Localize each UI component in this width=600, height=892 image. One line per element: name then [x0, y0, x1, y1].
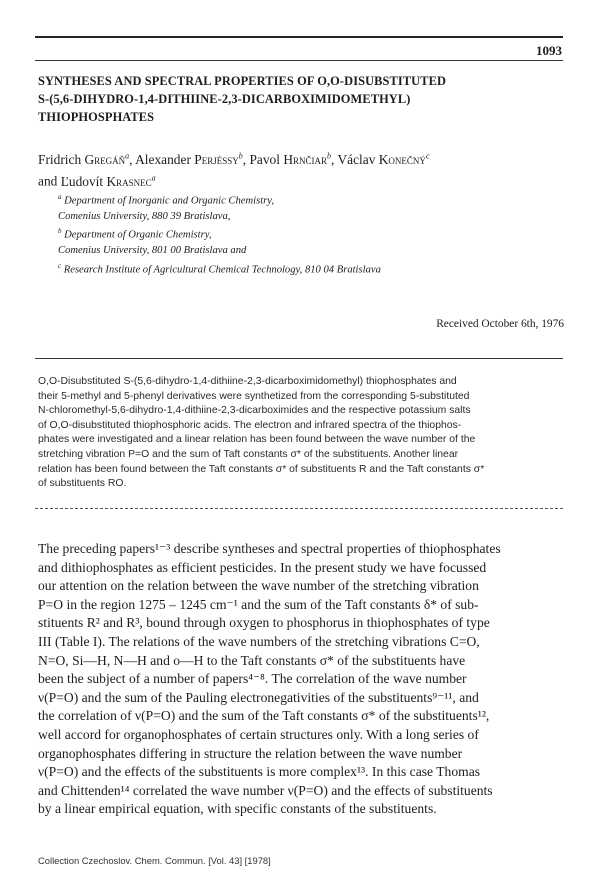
author: Ľudovít Krasnec$^a$	[60, 173, 156, 189]
title-line: THIOPHOSPHATES	[38, 110, 155, 124]
received-date: Received October 6th, 1976	[436, 318, 564, 330]
body-line: N=O, Si—H, N—H and o—H to the Taft constants σ* of the substituents have	[38, 652, 466, 668]
body-line: The preceding papers¹⁻³ describe syntheses and spectral properties of thiophosphates	[38, 541, 501, 556]
body-line: P=O in the region 1275 – 1245 cm⁻¹ and the sum of the Taft constants δ* of sub-	[38, 596, 479, 612]
abstract-top-rule	[35, 358, 563, 359]
body-line: organophosphates differing in structure the relation between the wave number	[38, 745, 463, 761]
title-line: S-(5,6-DIHYDRO-1,4-DITHIINE-2,3-DICARBOXIMIDOMETHYL)	[38, 92, 411, 106]
abstract-line: their 5-methyl and 5-phenyl derivatives were synthetized from the corresponding 5-substituted	[38, 390, 470, 402]
body-line: and Chittenden¹⁴ correlated the wave number ν(P=O) and the effects of substituents	[38, 782, 493, 798]
abstract	[38, 375, 563, 492]
abstract-line: of O,O-disubstituted thiophosphoric acids. The electron and infrared spectra of the thiophos-	[38, 419, 462, 431]
abstract-line: N-chloromethyl-5,6-dihydro-1,4-dithiine-2,3-dicarboximides and the respective potassium salts	[38, 405, 471, 417]
affiliation-line: Comenius University, 880 39 Bratislava,	[58, 210, 231, 222]
top-rule	[35, 36, 563, 38]
body-line: and dithiophosphates as efficient pesticides. In the present study we have focussed	[38, 559, 487, 575]
title-line: SYNTHESES AND SPECTRAL PROPERTIES OF O,O-DISUBSTITUTED	[38, 74, 446, 88]
author: Václav Konečný$^c$	[337, 152, 430, 168]
abstract-line: of substituents RO.	[38, 478, 127, 490]
author: Fridrich Gregáň$^a$,	[38, 152, 136, 168]
affiliation-line: Comenius University, 801 00 Bratislava and	[58, 245, 247, 257]
body-line: stituents R² and R³, bound through oxygen to phosphorus in thiophosphates of type	[38, 615, 490, 631]
paper-title	[38, 72, 558, 126]
abstract-line: O,O-Disubstituted S-(5,6-dihydro-1,4-dithiine-2,3-dicarboximidomethyl) thiophosphates and	[38, 376, 457, 387]
body-line: our attention on the relation between the wave number of the stretching vibration	[38, 578, 479, 594]
page-number: 1093	[536, 43, 562, 58]
header-rule	[35, 60, 563, 61]
body-line: ν(P=O) and the sum of the Pauling electronegativities of the substituents⁹⁻¹¹, and	[38, 689, 479, 705]
author-and: and	[38, 173, 58, 189]
body-line: by a linear empirical equation, with specific constants of the substituents.	[38, 801, 437, 817]
author-list	[38, 148, 563, 191]
affiliation-line: $^c$ Research Institute of Agricultural Chemical Technology, 810 04 Bratislava	[58, 261, 381, 276]
author: Pavol Hrnčiar$^b$,	[249, 152, 338, 168]
body-text	[38, 540, 563, 819]
author: Alexander Perjéssy$^b$,	[135, 152, 250, 168]
body-line: well accord for organophosphates of certain structures only. With a long series of	[38, 726, 479, 742]
body-line: the correlation of ν(P=O) and the sum of the Taft constants σ* of the substituents¹²,	[38, 708, 490, 724]
abstract-line: stretching vibration P=O and the sum of Taft constants σ* of the substituents. Another linear	[38, 448, 459, 460]
journal-footer: Collection Czechoslov. Chem. Commun. [Vol. 43] [1978]	[38, 855, 271, 866]
affiliations	[58, 190, 558, 278]
affiliation-line: $^b$ Department of Organic Chemistry,	[58, 227, 212, 241]
affiliation-line: $^a$ Department of Inorganic and Organic Chemistry,	[58, 193, 275, 207]
body-line: III (Table I). The relations of the wave numbers of the stretching vibrations C=O,	[38, 633, 480, 649]
abstract-line: relation has been found between the Taft constants σ* of substituents R and the Taft constants σ*	[38, 463, 485, 475]
body-line: ν(P=O) and the effects of the substituents is more complex¹³. In this case Thomas	[38, 764, 481, 780]
abstract-line: phates were investigated and a linear relation has been found between the wave number of the	[38, 434, 476, 446]
abstract-bottom-rule	[35, 508, 563, 509]
body-line: been the subject of a number of papers⁴⁻⁸. The correlation of the wave number	[38, 671, 467, 687]
